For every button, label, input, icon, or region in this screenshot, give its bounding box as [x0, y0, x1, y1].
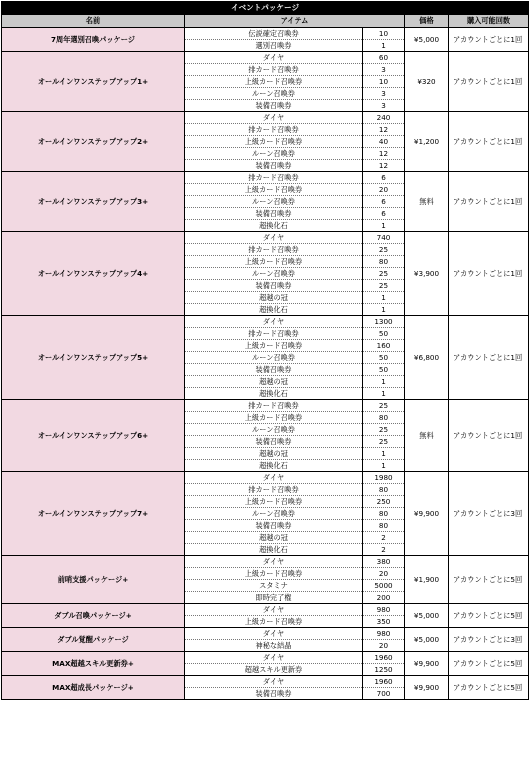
purchase-limit: アカウントごとに5回: [449, 604, 529, 628]
table-title: イベントパッケージ: [2, 2, 529, 15]
item-quantity: 350: [363, 616, 405, 628]
item-name: ダイヤ: [185, 652, 363, 664]
item-quantity: 740: [363, 232, 405, 244]
table-row: [2, 556, 529, 568]
item-name: 上級カード召喚券: [185, 136, 363, 148]
header-price: 価格: [405, 15, 449, 28]
header-item: アイテム: [185, 15, 405, 28]
package-price: 無料: [405, 172, 449, 232]
item-name: ダイヤ: [185, 676, 363, 688]
item-quantity: 25: [363, 436, 405, 448]
package-price: ¥1,200: [405, 112, 449, 172]
item-name: ダイヤ: [185, 472, 363, 484]
item-name: ルーン召喚券: [185, 268, 363, 280]
item-name: 装備召喚券: [185, 364, 363, 376]
package-name: オールインワンステップアップ4+: [2, 232, 185, 316]
item-quantity: 6: [363, 208, 405, 220]
item-quantity: 50: [363, 328, 405, 340]
item-quantity: 1960: [363, 652, 405, 664]
package-price: 無料: [405, 400, 449, 472]
item-quantity: 25: [363, 280, 405, 292]
table-row: [2, 652, 529, 664]
package-name: ダブル召喚パッケージ+: [2, 604, 185, 628]
table-row: [2, 400, 529, 412]
item-name: ダイヤ: [185, 628, 363, 640]
table-row: [2, 472, 529, 484]
item-quantity: 200: [363, 592, 405, 604]
item-quantity: 20: [363, 184, 405, 196]
item-name: 神秘な結晶: [185, 640, 363, 652]
item-name: ルーン召喚券: [185, 196, 363, 208]
package-name: MAX超成長パッケージ+: [2, 676, 185, 700]
item-name: 上級カード召喚券: [185, 616, 363, 628]
item-quantity: 160: [363, 340, 405, 352]
purchase-limit: アカウントごとに1回: [449, 400, 529, 472]
item-quantity: 3: [363, 100, 405, 112]
table-row: [2, 676, 529, 688]
package-name: オールインワンステップアップ7+: [2, 472, 185, 556]
item-quantity: 25: [363, 244, 405, 256]
package-price: ¥5,000: [405, 628, 449, 652]
item-quantity: 3: [363, 64, 405, 76]
item-name: 装備召喚券: [185, 208, 363, 220]
item-quantity: 12: [363, 148, 405, 160]
purchase-limit: アカウントごとに1回: [449, 52, 529, 112]
item-name: 即時完了権: [185, 592, 363, 604]
item-quantity: 12: [363, 124, 405, 136]
package-price: ¥3,900: [405, 232, 449, 316]
item-quantity: 1980: [363, 472, 405, 484]
package-name: オールインワンステップアップ2+: [2, 112, 185, 172]
item-name: 上級カード召喚券: [185, 496, 363, 508]
item-quantity: 80: [363, 256, 405, 268]
header-limit: 購入可能回数: [449, 15, 529, 28]
table-row: [2, 232, 529, 244]
package-list: [2, 28, 529, 700]
purchase-limit: アカウントごとに3回: [449, 628, 529, 652]
item-quantity: 6: [363, 172, 405, 184]
item-quantity: 25: [363, 424, 405, 436]
package-price: ¥5,000: [405, 28, 449, 52]
item-quantity: 25: [363, 268, 405, 280]
item-name: ルーン召喚券: [185, 88, 363, 100]
item-quantity: 80: [363, 520, 405, 532]
package-name: 7周年選別召喚パッケージ: [2, 28, 185, 52]
item-name: 上級カード召喚券: [185, 340, 363, 352]
purchase-limit: アカウントごとに5回: [449, 676, 529, 700]
item-quantity: 700: [363, 688, 405, 700]
package-name: オールインワンステップアップ1+: [2, 52, 185, 112]
item-name: 超換化石: [185, 388, 363, 400]
package-name: オールインワンステップアップ5+: [2, 316, 185, 400]
item-quantity: 1300: [363, 316, 405, 328]
item-name: 排カード召喚券: [185, 484, 363, 496]
item-name: 上級カード召喚券: [185, 184, 363, 196]
item-quantity: 380: [363, 556, 405, 568]
item-quantity: 6: [363, 196, 405, 208]
purchase-limit: アカウントごとに1回: [449, 316, 529, 400]
package-price: ¥9,900: [405, 652, 449, 676]
item-name: 超越の冠: [185, 292, 363, 304]
header-name: 名前: [2, 15, 185, 28]
package-name: 前哨支援パッケージ+: [2, 556, 185, 604]
item-quantity: 60: [363, 52, 405, 64]
item-name: 装備召喚券: [185, 160, 363, 172]
item-quantity: 80: [363, 412, 405, 424]
table-row: [2, 52, 529, 64]
item-quantity: 980: [363, 628, 405, 640]
purchase-limit: アカウントごとに5回: [449, 556, 529, 604]
item-name: 装備召喚券: [185, 280, 363, 292]
package-price: ¥5,000: [405, 604, 449, 628]
item-name: 排カード召喚券: [185, 124, 363, 136]
item-name: 装備召喚券: [185, 436, 363, 448]
item-quantity: 40: [363, 136, 405, 148]
item-name: ダイヤ: [185, 316, 363, 328]
item-name: 上級カード召喚券: [185, 76, 363, 88]
item-quantity: 3: [363, 88, 405, 100]
item-quantity: 20: [363, 640, 405, 652]
table-row: [2, 604, 529, 616]
item-name: 超越の冠: [185, 448, 363, 460]
purchase-limit: アカウントごとに1回: [449, 172, 529, 232]
item-quantity: 2: [363, 532, 405, 544]
item-name: 排カード召喚券: [185, 172, 363, 184]
item-quantity: 50: [363, 352, 405, 364]
purchase-limit: アカウントごとに1回: [449, 28, 529, 52]
item-name: ダイヤ: [185, 556, 363, 568]
item-quantity: 1: [363, 388, 405, 400]
item-name: 上級カード召喚券: [185, 256, 363, 268]
item-quantity: 1960: [363, 676, 405, 688]
package-name: オールインワンステップアップ3+: [2, 172, 185, 232]
item-quantity: 980: [363, 604, 405, 616]
package-name: MAX超越スキル更新券+: [2, 652, 185, 676]
item-name: ルーン召喚券: [185, 508, 363, 520]
table-row: [2, 628, 529, 640]
item-name: ダイヤ: [185, 52, 363, 64]
item-quantity: 10: [363, 28, 405, 40]
package-price: ¥9,900: [405, 472, 449, 556]
item-name: ダイヤ: [185, 232, 363, 244]
item-name: 超越の冠: [185, 532, 363, 544]
item-name: 装備召喚券: [185, 520, 363, 532]
item-name: 上級カード召喚券: [185, 568, 363, 580]
item-name: 装備召喚券: [185, 688, 363, 700]
table-row: [2, 172, 529, 184]
package-price: ¥320: [405, 52, 449, 112]
table-row: [2, 316, 529, 328]
purchase-limit: アカウントごとに1回: [449, 232, 529, 316]
item-quantity: 1: [363, 292, 405, 304]
item-name: ルーン召喚券: [185, 352, 363, 364]
package-price: ¥9,900: [405, 676, 449, 700]
package-name: ダブル覚醒パッケージ: [2, 628, 185, 652]
package-price: ¥1,900: [405, 556, 449, 604]
item-quantity: 1: [363, 304, 405, 316]
item-name: 排カード召喚券: [185, 64, 363, 76]
item-name: 装備召喚券: [185, 100, 363, 112]
purchase-limit: アカウントごとに3回: [449, 472, 529, 556]
item-quantity: 1: [363, 220, 405, 232]
item-name: 上級カード召喚券: [185, 412, 363, 424]
item-quantity: 1: [363, 460, 405, 472]
item-quantity: 240: [363, 112, 405, 124]
item-quantity: 250: [363, 496, 405, 508]
item-quantity: 1: [363, 448, 405, 460]
item-name: 排カード召喚券: [185, 244, 363, 256]
item-name: 超換化石: [185, 544, 363, 556]
package-price: ¥6,800: [405, 316, 449, 400]
item-quantity: 5000: [363, 580, 405, 592]
event-package-table: [1, 1, 529, 700]
item-quantity: 25: [363, 400, 405, 412]
item-name: 超越スキル更新券: [185, 664, 363, 676]
item-name: 伝説確定召喚券: [185, 28, 363, 40]
item-quantity: 80: [363, 508, 405, 520]
item-name: 排カード召喚券: [185, 328, 363, 340]
purchase-limit: アカウントごとに5回: [449, 652, 529, 676]
item-name: 超越の冠: [185, 376, 363, 388]
item-name: ルーン召喚券: [185, 148, 363, 160]
table-row: [2, 112, 529, 124]
item-quantity: 1: [363, 40, 405, 52]
table-row: [2, 28, 529, 40]
purchase-limit: アカウントごとに1回: [449, 112, 529, 172]
item-name: ダイヤ: [185, 604, 363, 616]
item-quantity: 20: [363, 568, 405, 580]
item-name: 選別召喚券: [185, 40, 363, 52]
item-name: ダイヤ: [185, 112, 363, 124]
package-name: オールインワンステップアップ6+: [2, 400, 185, 472]
item-quantity: 2: [363, 544, 405, 556]
item-quantity: 50: [363, 364, 405, 376]
item-name: 超換化石: [185, 460, 363, 472]
item-name: スタミナ: [185, 580, 363, 592]
item-name: ルーン召喚券: [185, 424, 363, 436]
item-name: 排カード召喚券: [185, 400, 363, 412]
item-name: 超換化石: [185, 220, 363, 232]
item-quantity: 80: [363, 484, 405, 496]
item-quantity: 1250: [363, 664, 405, 676]
item-quantity: 1: [363, 376, 405, 388]
item-name: 超換化石: [185, 304, 363, 316]
item-quantity: 10: [363, 76, 405, 88]
item-quantity: 12: [363, 160, 405, 172]
